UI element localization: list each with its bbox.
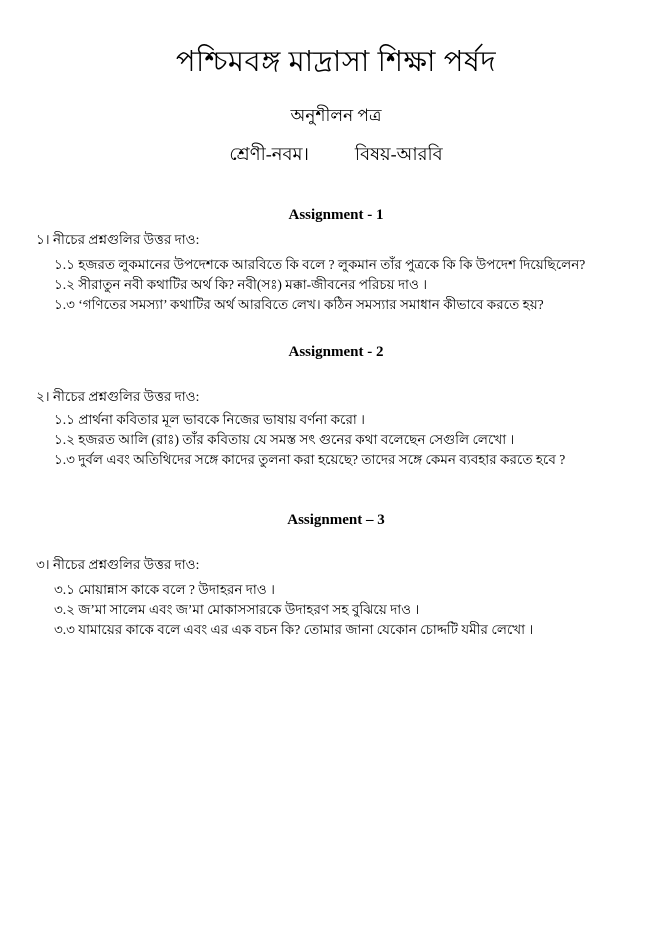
assignment-2-intro: ২। নীচের প্রশ্নগুলির উত্তর দাও: — [36, 389, 200, 405]
question-item: ৩.১ মোয়ান্নাস কাকে বলে ? উদাহরন দাও । — [54, 582, 275, 598]
assignment-2-heading: Assignment - 2 — [288, 344, 384, 361]
question-item: ১.২ সীরাতুন নবী কথাটির অর্থ কি? নবী(সঃ) মক্কা-জীবনের পরিচয় দাও । — [54, 277, 428, 293]
assignment-3-intro: ৩। নীচের প্রশ্নগুলির উত্তর দাও: — [36, 557, 200, 573]
assignment-3-heading: Assignment – 3 — [287, 512, 385, 529]
paper-header — [0, 0, 672, 166]
question-item: ৩.৩ যামায়ের কাকে বলে এবং এর এক বচন কি? তোমার জানা যেকোন চোদ্দটি যমীর লেখো । — [54, 622, 534, 638]
class-subject-line — [0, 143, 672, 166]
question-item: ১.২ হজরত আলি (রাঃ) তাঁর কবিতায় যে সমস্ত সৎ গুনের কথা বলেছেন সেগুলি লেখো । — [54, 432, 515, 448]
board-title: পশ্চিমবঙ্গ মাদ্রাসা শিক্ষা পর্ষদ — [175, 46, 497, 78]
assignment-section-1 — [0, 206, 672, 315]
question-item: ১.১ প্রার্থনা কবিতার মূল ভাবকে নিজের ভাষায় বর্ণনা করো । — [54, 412, 366, 428]
question-item: ১.১ হজরত লুকমানের উপদেশকে আরবিতে কি বলে ? লুকমান তাঁর পুত্রকে কি কি উপদেশ দিয়েছিলেন? — [54, 257, 586, 273]
assignment-1-intro: ১। নীচের প্রশ্নগুলির উত্তর দাও: — [36, 232, 200, 248]
assignment-section-2 — [0, 343, 672, 470]
paper-type-subtitle: অনুশীলন পত্র — [290, 105, 382, 125]
question-item: ৩.২ জ’মা সালেম এবং জ’মা মোকাসসারকে উদাহরণ সহ বুঝিয়ে দাও । — [54, 602, 420, 618]
assignment-section-3 — [0, 511, 672, 640]
assignment-1-heading: Assignment - 1 — [288, 207, 384, 224]
subject-label: বিষয়-আরবি — [354, 143, 443, 164]
question-item: ১.৩ দুর্বল এবং অতিথিদের সঙ্গে কাদের তুলনা করা হয়েছে? তাদের সঙ্গে কেমন ব্যবহার করতে হবে ? — [54, 452, 566, 468]
class-label: শ্রেণী-নবম। — [229, 143, 309, 164]
question-item: ১.৩ ‘গণিতের সমস্যা’ কথাটির অর্থ আরবিতে লেখ। কঠিন সমস্যার সমাধান কীভাবে করতে হয়? — [54, 297, 544, 313]
